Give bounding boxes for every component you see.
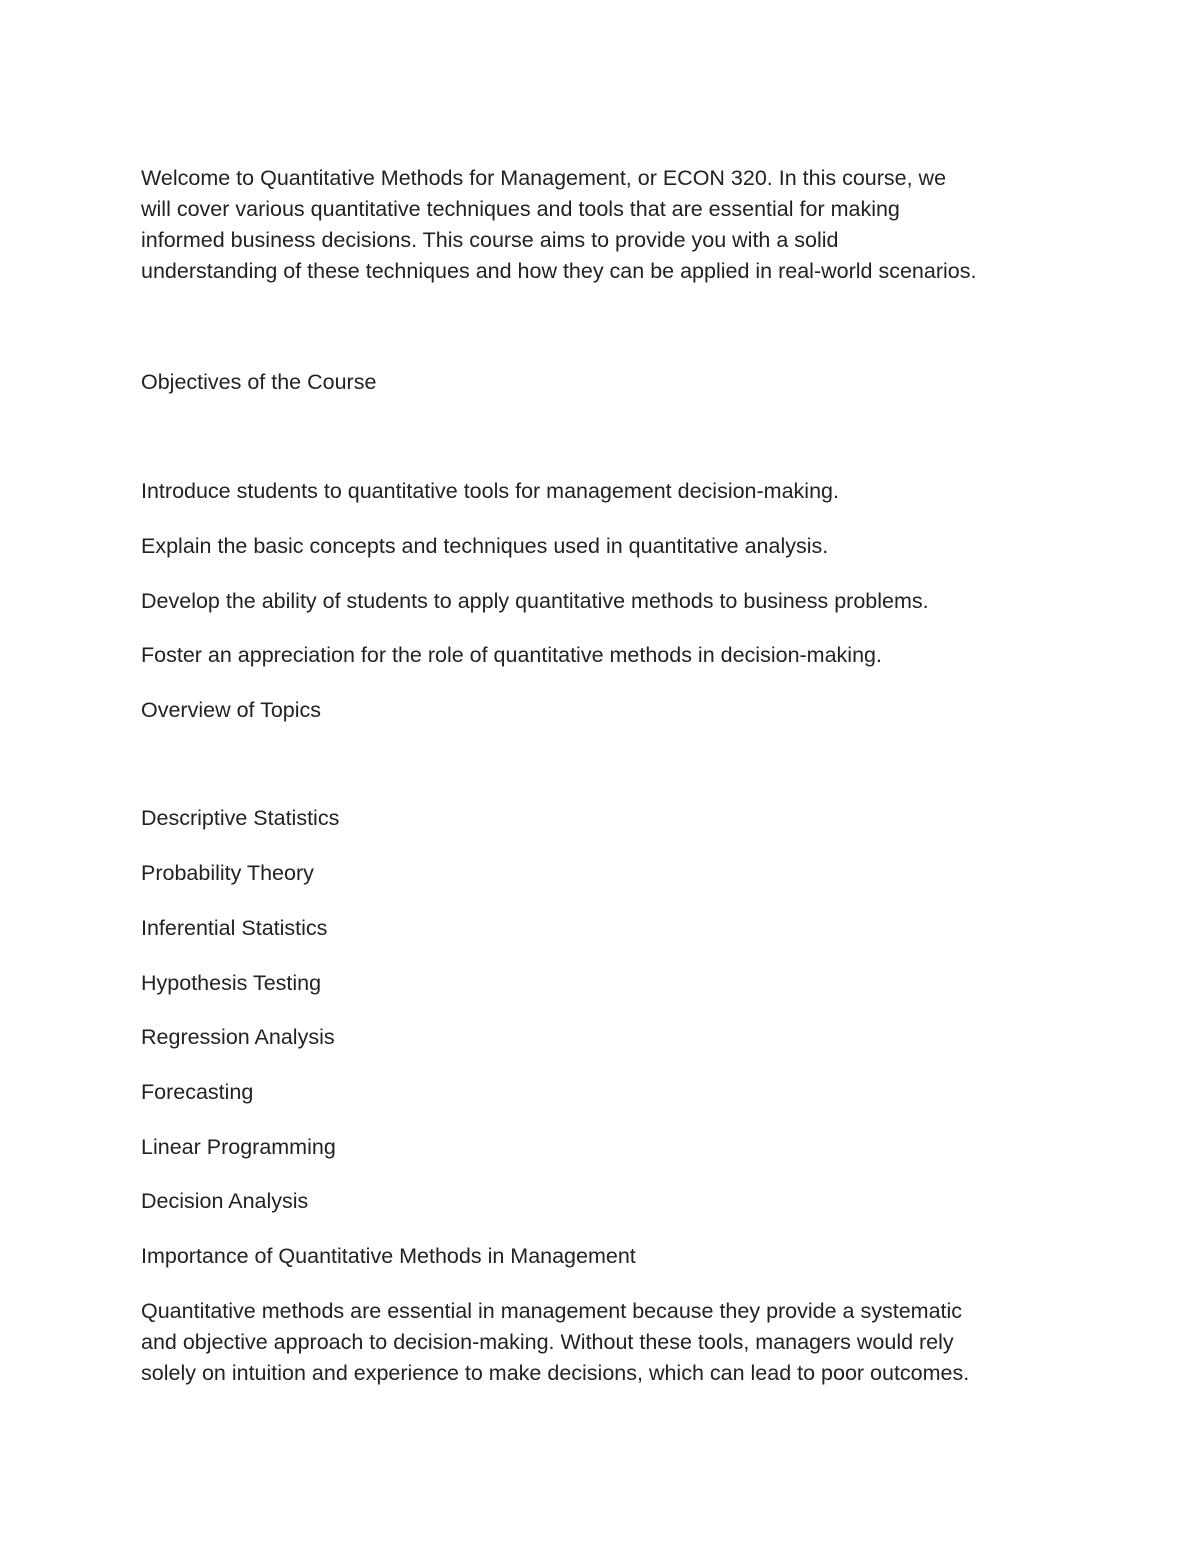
objective-item: Foster an appreciation for the role of quantitative methods in decision-making. [141,643,882,667]
importance-paragraph [141,1296,969,1389]
topic-item: Descriptive Statistics [141,806,340,830]
intro-line: understanding of these techniques and how they can be applied in real-world scenarios. [141,259,977,283]
topic-item: Linear Programming [141,1135,336,1159]
objective-item: Explain the basic concepts and techniques used in quantitative analysis. [141,534,829,558]
importance-line: solely on intuition and experience to make decisions, which can lead to poor outcomes. [141,1361,970,1385]
intro-line: will cover various quantitative techniques and tools that are essential for making [141,197,900,221]
importance-line: Quantitative methods are essential in management because they provide a systematic [141,1299,963,1323]
topic-item: Inferential Statistics [141,916,328,940]
importance-heading: Importance of Quantitative Methods in Management [141,1244,636,1268]
topic-item: Forecasting [141,1080,254,1104]
topic-item: Hypothesis Testing [141,971,322,995]
topic-item: Regression Analysis [141,1025,335,1049]
importance-line: and objective approach to decision-making. Without these tools, managers would rely [141,1330,954,1354]
objectives-heading: Objectives of the Course [141,370,377,394]
intro-paragraph [141,163,976,287]
objective-item: Introduce students to quantitative tools for management decision-making. [141,479,839,503]
objective-item: Develop the ability of students to apply quantitative methods to business problems. [141,589,929,613]
intro-line: informed business decisions. This course aims to provide you with a solid [141,228,839,252]
intro-line: Welcome to Quantitative Methods for Management, or ECON 320. In this course, we [141,166,947,190]
topic-item: Probability Theory [141,861,314,885]
topic-item: Decision Analysis [141,1189,309,1213]
topics-heading: Overview of Topics [141,698,322,722]
